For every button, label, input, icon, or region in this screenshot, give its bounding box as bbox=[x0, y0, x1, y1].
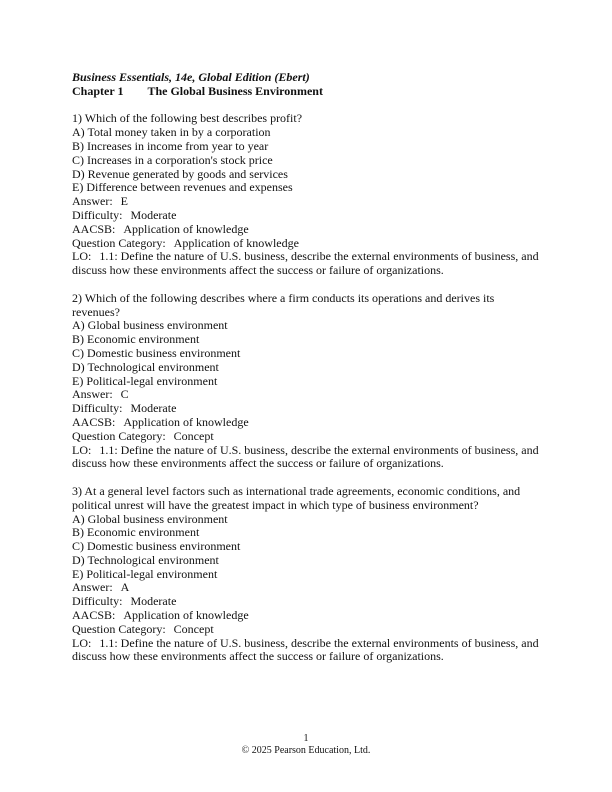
option-c: C) Domestic business environment bbox=[72, 345, 241, 360]
difficulty-row bbox=[72, 209, 542, 223]
category-label: Question Category: bbox=[72, 621, 166, 636]
difficulty-label: Difficulty: bbox=[72, 207, 123, 222]
lo-row bbox=[72, 250, 542, 278]
aacsb-row bbox=[72, 223, 542, 237]
question-3 bbox=[72, 485, 542, 664]
option-d: D) Revenue generated by goods and services bbox=[72, 166, 288, 181]
lo-label: LO: bbox=[72, 249, 92, 264]
aacsb-row bbox=[72, 609, 542, 623]
difficulty-label: Difficulty: bbox=[72, 401, 123, 416]
page-number: 1 bbox=[303, 733, 309, 744]
aacsb-label: AACSB: bbox=[72, 414, 116, 429]
category-row bbox=[72, 430, 542, 444]
answer-label: Answer: bbox=[72, 387, 113, 402]
option-e: E) Political-legal environment bbox=[72, 373, 218, 388]
copyright-notice: © 2025 Pearson Education, Ltd. bbox=[241, 745, 371, 756]
option-d: D) Technological environment bbox=[72, 552, 219, 567]
difficulty-value: Moderate bbox=[130, 594, 177, 609]
question-stem: 2) Which of the following describes where a firm conducts its operations and derives its revenues? bbox=[72, 290, 495, 319]
option-b: B) Economic environment bbox=[72, 332, 200, 347]
option-d: D) Technological environment bbox=[72, 359, 219, 374]
book-title: Business Essentials, 14e, Global Edition (Ebert) bbox=[72, 70, 310, 84]
aacsb-row bbox=[72, 416, 542, 430]
question-stem: 1) Which of the following best describes profit? bbox=[72, 111, 303, 126]
difficulty-value: Moderate bbox=[130, 401, 177, 416]
lo-row bbox=[72, 444, 542, 472]
question-2 bbox=[72, 292, 542, 471]
option-a: A) Global business environment bbox=[72, 318, 228, 333]
option-a: A) Total money taken in by a corporation bbox=[72, 125, 271, 140]
category-row bbox=[72, 623, 542, 637]
answer-value: E bbox=[120, 194, 129, 209]
answer-row bbox=[72, 195, 542, 209]
option-b: B) Increases in income from year to year bbox=[72, 138, 269, 153]
answer-label: Answer: bbox=[72, 580, 113, 595]
difficulty-row bbox=[72, 402, 542, 416]
answer-row bbox=[72, 581, 542, 595]
option-e: E) Difference between revenues and expenses bbox=[72, 180, 293, 195]
option-c: C) Increases in a corporation's stock price bbox=[72, 152, 273, 167]
answer-label: Answer: bbox=[72, 194, 113, 209]
option-b: B) Economic environment bbox=[72, 525, 200, 540]
difficulty-row bbox=[72, 595, 542, 609]
answer-value: C bbox=[120, 387, 129, 402]
option-c: C) Domestic business environment bbox=[72, 539, 241, 554]
question-1 bbox=[72, 112, 542, 278]
aacsb-label: AACSB: bbox=[72, 221, 116, 236]
option-e: E) Political-legal environment bbox=[72, 566, 218, 581]
category-row bbox=[72, 237, 542, 251]
category-label: Question Category: bbox=[72, 428, 166, 443]
category-value: Application of knowledge bbox=[173, 235, 299, 250]
answer-value: A bbox=[120, 580, 130, 595]
document-page bbox=[72, 71, 542, 664]
question-stem: 3) At a general level factors such as international trade agreements, economic conditions, and political unrest will have the greatest impact in which type of business environment? bbox=[72, 483, 521, 512]
aacsb-label: AACSB: bbox=[72, 608, 116, 623]
lo-label: LO: bbox=[72, 635, 92, 650]
category-label: Question Category: bbox=[72, 235, 166, 250]
aacsb-value: Application of knowledge bbox=[123, 414, 249, 429]
category-value: Concept bbox=[173, 621, 214, 636]
aacsb-value: Application of knowledge bbox=[123, 221, 249, 236]
lo-label: LO: bbox=[72, 442, 92, 457]
category-value: Concept bbox=[173, 428, 214, 443]
lo-value: 1.1: Define the nature of U.S. business, describe the external environments of business, and discuss how these environments affect the success or failure of organizations. bbox=[72, 249, 539, 278]
difficulty-label: Difficulty: bbox=[72, 594, 123, 609]
aacsb-value: Application of knowledge bbox=[123, 608, 249, 623]
chapter-title: The Global Business Environment bbox=[147, 83, 323, 98]
lo-row bbox=[72, 637, 542, 665]
answer-row bbox=[72, 388, 542, 402]
lo-value: 1.1: Define the nature of U.S. business, describe the external environments of business, and discuss how these environments affect the success or failure of organizations. bbox=[72, 442, 539, 471]
difficulty-value: Moderate bbox=[130, 207, 177, 222]
lo-value: 1.1: Define the nature of U.S. business, describe the external environments of business, and discuss how these environments affect the success or failure of organizations. bbox=[72, 635, 539, 664]
chapter-heading bbox=[72, 85, 542, 99]
option-a: A) Global business environment bbox=[72, 511, 228, 526]
chapter-label: Chapter 1 bbox=[72, 83, 124, 98]
